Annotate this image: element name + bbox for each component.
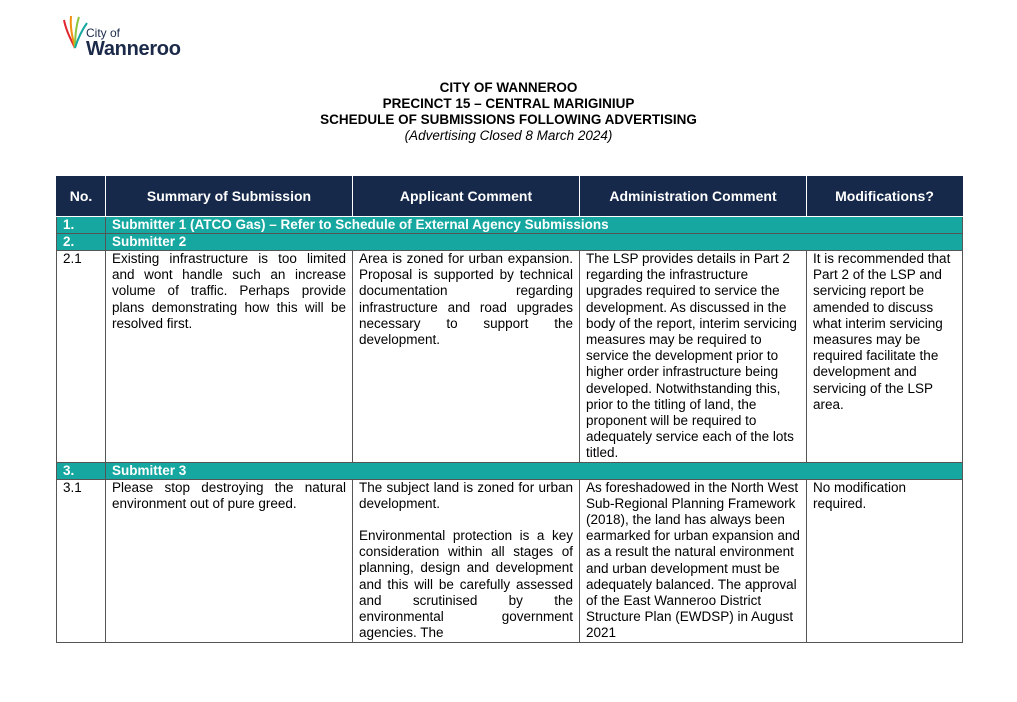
applicant-paragraph-2: Environmental protection is a key consideration within all stages of planning, design and development and this will be carefully assessed and scrutinised by the environmental government agencies. The xyxy=(359,528,573,641)
document-heading xyxy=(0,80,1017,144)
row-number: 2.1 xyxy=(57,251,106,463)
city-logo xyxy=(62,14,192,62)
section-number: 3. xyxy=(57,462,106,479)
table-row xyxy=(57,251,963,463)
applicant-comment-cell xyxy=(353,479,580,642)
section-row xyxy=(57,462,963,479)
modifications-cell: No modification required. xyxy=(807,479,963,642)
section-title: Submitter 3 xyxy=(106,462,963,479)
administration-comment-cell: As foreshadowed in the North West Sub-Regional Planning Framework (2018), the land has always been earmarked for urban expansion and as a result the natural environment and urban development must be adequately balanced. The approval of the East Wanneroo District Structure Plan (EWDSP) in August 2021 xyxy=(580,479,807,642)
modifications-cell: It is recommended that Part 2 of the LSP and servicing report be amended to discuss what interim servicing measures may be required facilitate the development and servicing of the LSP area. xyxy=(807,251,963,463)
header-summary: Summary of Submission xyxy=(106,177,353,217)
heading-line-2: PRECINCT 15 – CENTRAL MARIGINIUP xyxy=(382,96,635,111)
table-header-row xyxy=(57,177,963,217)
heading-line-3: SCHEDULE OF SUBMISSIONS FOLLOWING ADVERTISING xyxy=(320,112,697,127)
heading-line-1: CITY OF WANNEROO xyxy=(439,80,578,95)
header-no: No. xyxy=(57,177,106,217)
section-number: 1. xyxy=(57,217,106,234)
section-row xyxy=(57,217,963,234)
heading-line-4: (Advertising Closed 8 March 2024) xyxy=(404,128,613,143)
summary-cell: Please stop destroying the natural environment out of pure greed. xyxy=(106,479,353,642)
submissions-table xyxy=(56,176,963,643)
leaf-logo-icon xyxy=(62,14,88,50)
section-number: 2. xyxy=(57,234,106,251)
applicant-paragraph-1: The subject land is zoned for urban development. xyxy=(359,479,573,511)
administration-comment-cell: The LSP provides details in Part 2 regarding the infrastructure upgrades required to service the development. As discussed in the body of the report, interim servicing measures may be required to service the development prior to higher order infrastructure being developed. Notwithstanding this, prior to the titling of land, the proponent will be required to adequately service each of the lots titled. xyxy=(580,251,807,463)
section-title: Submitter 1 (ATCO Gas) – Refer to Schedule of External Agency Submissions xyxy=(106,217,963,234)
row-number: 3.1 xyxy=(57,479,106,642)
logo-city-of: City of xyxy=(86,26,121,40)
header-modifications: Modifications? xyxy=(807,177,963,217)
section-row xyxy=(57,234,963,251)
header-applicant-comment: Applicant Comment xyxy=(353,177,580,217)
table-row xyxy=(57,479,963,642)
summary-cell: Existing infrastructure is too limited and wont handle such an increase volume of traffic. Perhaps provide plans demonstrating how this will be resolved first. xyxy=(106,251,353,463)
header-administration-comment: Administration Comment xyxy=(580,177,807,217)
logo-wanneroo: Wanneroo xyxy=(86,38,181,60)
applicant-comment-cell: Area is zoned for urban expansion. Proposal is supported by technical documentation regarding infrastructure and road upgrades necessary to support the development. xyxy=(353,251,580,463)
section-title: Submitter 2 xyxy=(106,234,963,251)
